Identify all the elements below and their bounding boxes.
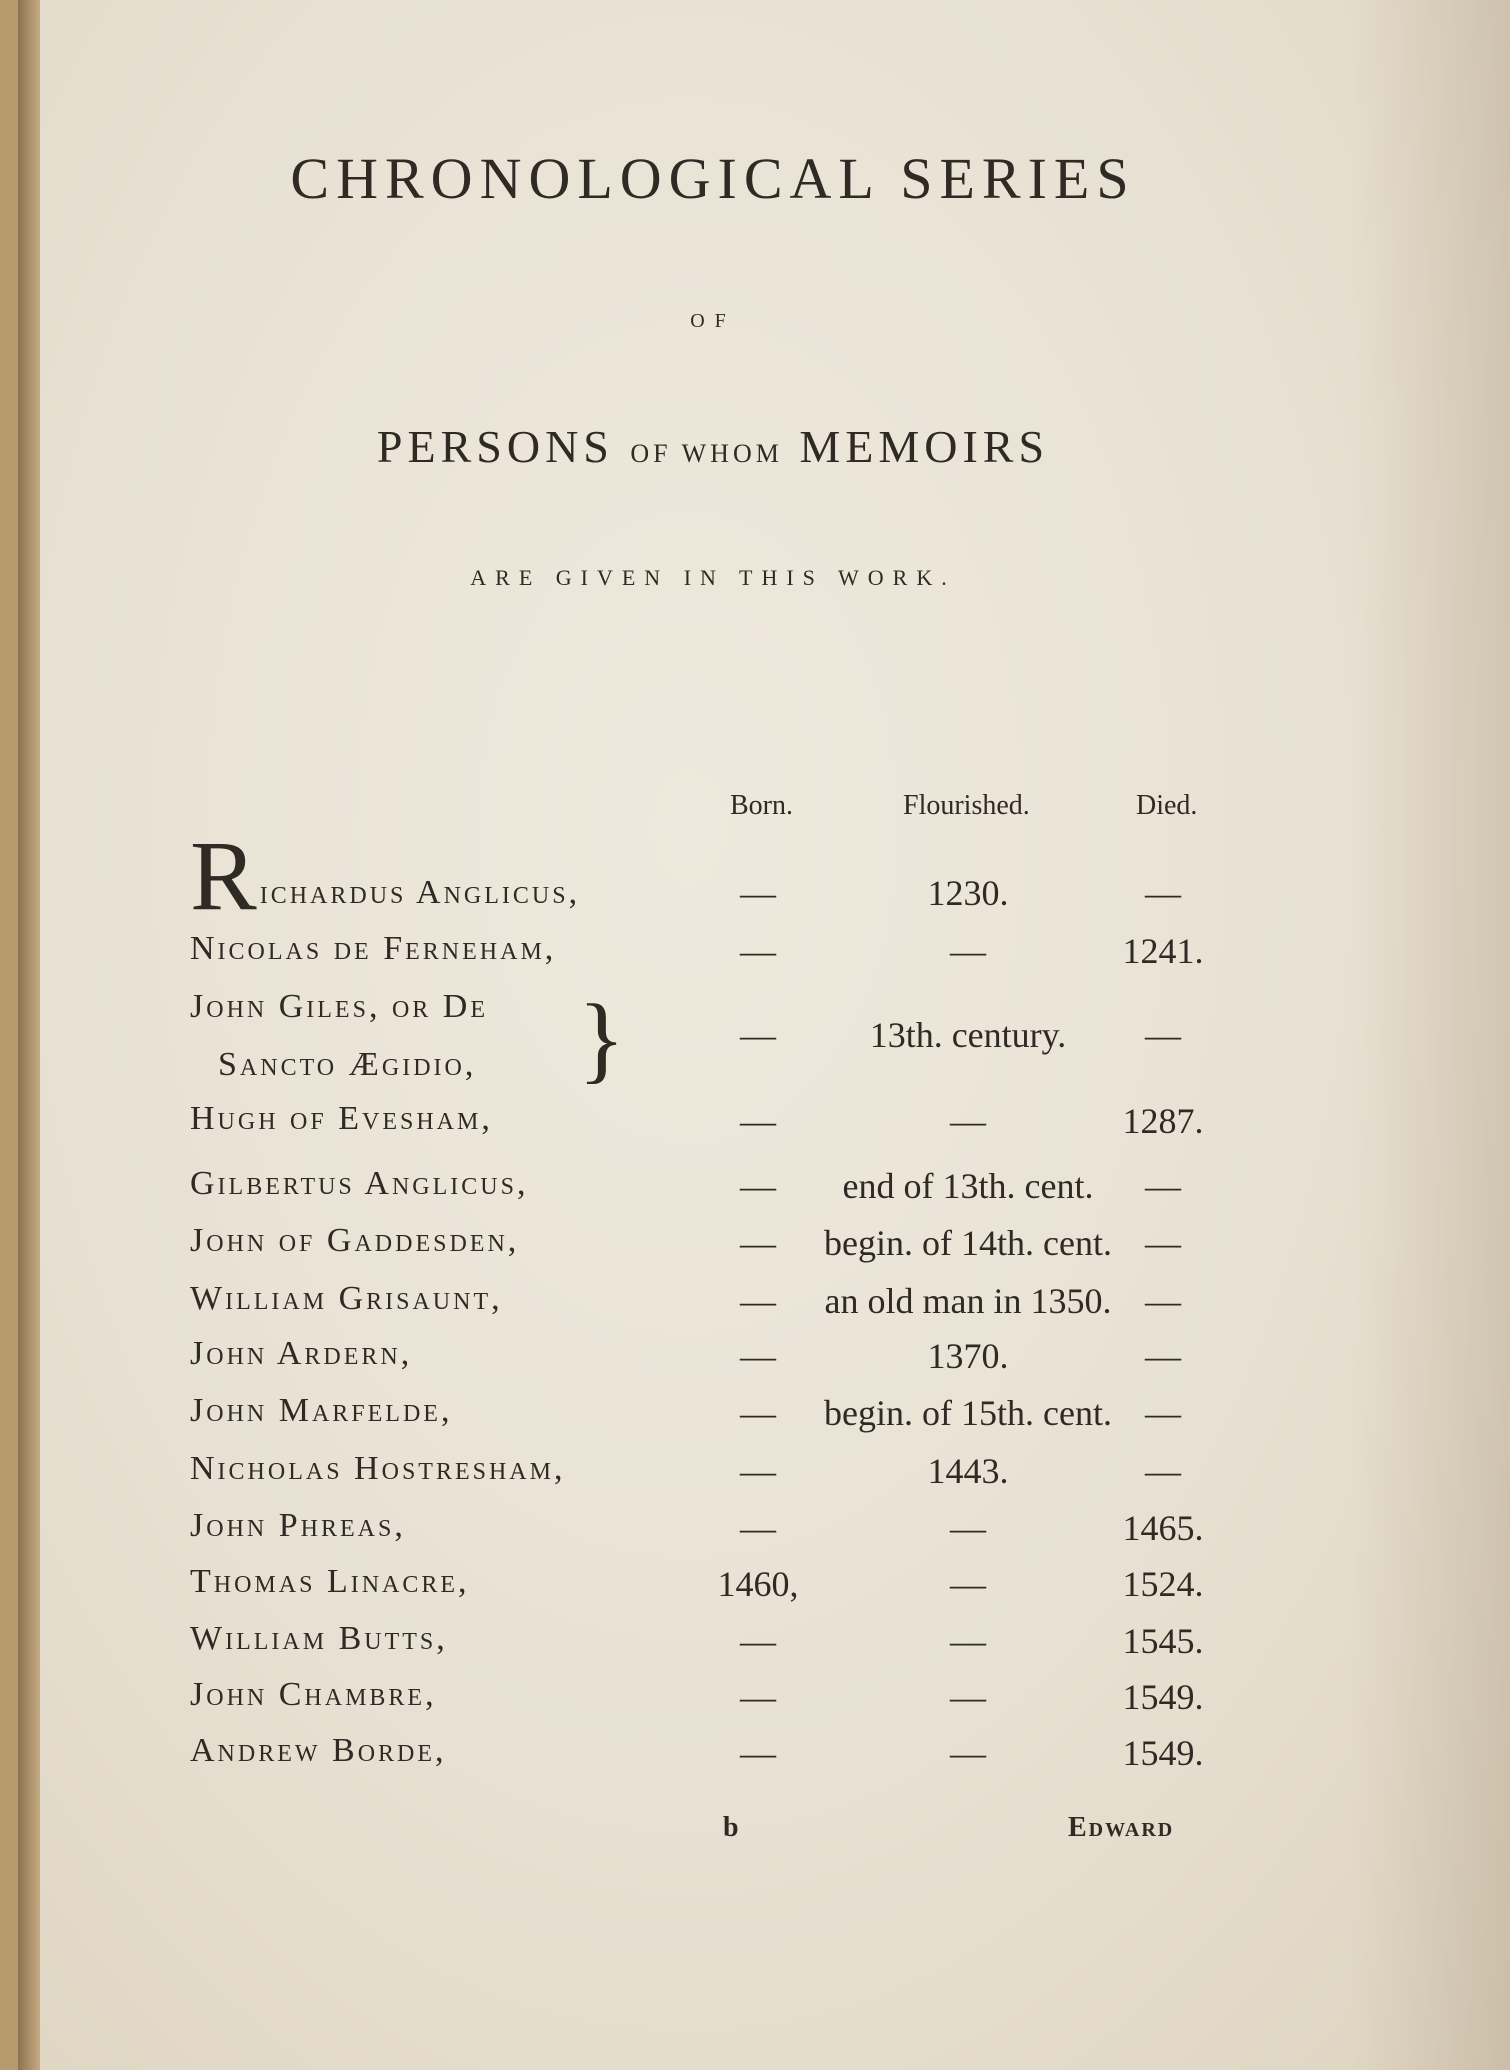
- flourished-cell: 1443.: [927, 1451, 1009, 1491]
- person-name: Sancto Ægidio,: [218, 1046, 477, 1083]
- subtitle-persons: PERSONS: [376, 421, 614, 472]
- born-cell: —: [740, 1451, 776, 1491]
- flourished-cell: begin. of 14th. cent.: [824, 1223, 1112, 1263]
- flourished-cell: end of 13th. cent.: [842, 1166, 1094, 1206]
- table-row: [18, 1335, 1510, 1391]
- table-row: [18, 1392, 1510, 1448]
- table-row: [18, 930, 1510, 986]
- page-title: CHRONOLOGICAL SERIES: [290, 146, 1136, 211]
- died-cell: —: [1145, 1451, 1181, 1491]
- died-cell: —: [1145, 1223, 1181, 1263]
- person-name: William Grisaunt,: [190, 1280, 503, 1317]
- table-row: [18, 1563, 1510, 1619]
- died-cell: —: [1145, 1393, 1181, 1433]
- person-name: William Butts,: [190, 1620, 448, 1657]
- person-name: Gilbertus Anglicus,: [190, 1165, 529, 1202]
- person-name: John Marfelde,: [190, 1392, 453, 1429]
- died-cell: —: [1145, 1281, 1181, 1321]
- column-header-flourished: Flourished.: [903, 790, 1030, 821]
- column-header-died: Died.: [1136, 790, 1198, 821]
- flourished-cell: —: [950, 1564, 986, 1604]
- born-cell: —: [740, 1677, 776, 1717]
- flourished-cell: —: [950, 1101, 986, 1141]
- book-page: [18, 0, 1510, 2070]
- person-name: John Giles, or De: [190, 988, 488, 1025]
- died-cell: 1465.: [1122, 1508, 1204, 1548]
- person-name: [190, 820, 581, 931]
- person-name: John Ardern,: [190, 1335, 413, 1372]
- born-cell: —: [740, 1508, 776, 1548]
- flourished-cell: —: [950, 1677, 986, 1717]
- died-cell: —: [1145, 1336, 1181, 1376]
- flourished-cell: —: [950, 1621, 986, 1661]
- died-cell: 1287.: [1122, 1101, 1204, 1141]
- flourished-cell: 1230.: [927, 873, 1009, 913]
- born-cell: —: [740, 873, 776, 913]
- born-cell: —: [740, 1733, 776, 1773]
- table-row: [18, 1014, 1510, 1083]
- table-row: [18, 1222, 1510, 1278]
- flourished-cell: begin. of 15th. cent.: [824, 1393, 1112, 1433]
- drop-cap-initial: R: [190, 820, 260, 931]
- page-subtitle: [193, 420, 1233, 473]
- died-cell: 1241.: [1122, 931, 1204, 971]
- born-cell: —: [740, 1621, 776, 1661]
- person-name: Hugh of Evesham,: [190, 1100, 493, 1137]
- table-row: [18, 1507, 1510, 1563]
- person-name: Andrew Borde,: [190, 1732, 447, 1769]
- born-cell: —: [740, 1101, 776, 1141]
- subtitle-given: ARE GIVEN IN THIS WORK.: [470, 565, 956, 590]
- died-cell: 1549.: [1122, 1733, 1204, 1773]
- person-name: Nicholas Hostresham,: [190, 1450, 566, 1487]
- title-of: OF: [690, 310, 736, 332]
- person-name-rest: ichardus Anglicus,: [259, 874, 581, 911]
- person-name: Nicolas de Ferneham,: [190, 930, 557, 967]
- born-cell: —: [740, 1336, 776, 1376]
- died-cell: —: [1145, 1015, 1181, 1055]
- table-row: [18, 1280, 1510, 1336]
- died-cell: 1549.: [1122, 1677, 1204, 1717]
- died-cell: 1545.: [1122, 1621, 1204, 1661]
- brace-symbol: }: [578, 985, 626, 1093]
- column-header-born: Born.: [730, 790, 793, 821]
- born-cell: —: [740, 931, 776, 971]
- person-name: Thomas Linacre,: [190, 1563, 470, 1600]
- table-row: [18, 1732, 1510, 1788]
- person-name: John of Gaddesden,: [190, 1222, 520, 1259]
- flourished-cell: an old man in 1350.: [824, 1281, 1112, 1321]
- born-cell: 1460,: [717, 1564, 799, 1604]
- table-row: [18, 820, 1510, 931]
- table-row: [18, 1620, 1510, 1676]
- subtitle-memoirs: MEMOIRS: [799, 421, 1050, 472]
- table-row: [18, 1165, 1510, 1221]
- flourished-cell: 13th. century.: [869, 1015, 1067, 1055]
- subtitle-of-whom: OF WHOM: [630, 439, 783, 468]
- born-cell: —: [740, 1393, 776, 1433]
- born-cell: —: [740, 1223, 776, 1263]
- flourished-cell: —: [950, 931, 986, 971]
- table-row: [18, 1450, 1510, 1506]
- person-name: John Chambre,: [190, 1676, 437, 1713]
- died-cell: —: [1145, 1166, 1181, 1206]
- flourished-cell: —: [950, 1733, 986, 1773]
- died-cell: —: [1145, 873, 1181, 913]
- born-cell: —: [740, 1166, 776, 1206]
- died-cell: 1524.: [1122, 1564, 1204, 1604]
- catchword: Edward: [1068, 1812, 1175, 1843]
- flourished-cell: 1370.: [927, 1336, 1009, 1376]
- born-cell: —: [740, 1281, 776, 1321]
- born-cell: —: [740, 1015, 776, 1055]
- signature-mark: b: [723, 1812, 739, 1843]
- table-row: [18, 1100, 1510, 1156]
- person-name: John Phreas,: [190, 1507, 406, 1544]
- flourished-cell: —: [950, 1508, 986, 1548]
- table-row: [18, 1676, 1510, 1732]
